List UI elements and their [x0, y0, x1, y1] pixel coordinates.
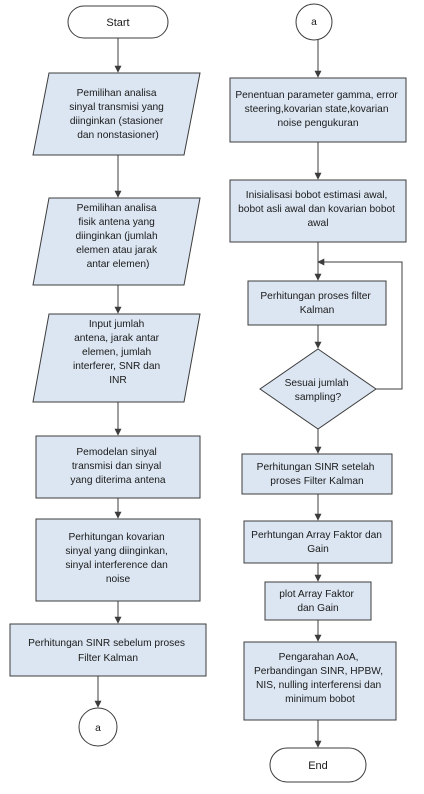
end-label: End	[308, 760, 328, 772]
plot-array-factor-box	[265, 582, 371, 620]
sampling-decision-label: Sesuai jumlah sampling?	[284, 378, 349, 403]
kalman-filter-box	[248, 281, 386, 325]
input-selection-antenna-label: Pemilihan analisa fisik antena yang diinginkan (jumlah elemen atau jarak antar elemen)	[75, 203, 158, 270]
array-factor-calc-box	[244, 521, 392, 563]
start-label: Start	[106, 17, 130, 29]
weight-init-label: Inisialisasi bobot estimasi awal, bobot asli awal dan kovarian bobot awal	[238, 190, 396, 229]
sinr-before-box	[10, 624, 206, 676]
sinr-before-label: Perhitungan SINR sebelum proses Filter Kalman	[28, 638, 186, 664]
kalman-filter-label: Perhitungan proses filter Kalman	[260, 291, 371, 316]
sinr-after-label: Perhitungan SINR setelah proses Filter Kalman	[256, 462, 375, 487]
signal-modeling-label: Pemodelan sinyal transmisi dan sinyal yang diterima antena	[70, 447, 166, 486]
sinr-after-box	[242, 454, 392, 494]
sampling-decision-diamond	[260, 349, 376, 429]
input-parameters-label: Input jumlah antena, jarak antar elemen, jumlah interferer, SNR dan INR	[72, 319, 161, 386]
array-factor-calc-label: Perhtungan Array Faktor dan Gain	[251, 530, 382, 555]
parameter-setup-label: Penentuan parameter gamma, error steering,kovarian state,kovarian noise pengukuran	[235, 90, 398, 129]
connector-a-in-label: a	[311, 17, 317, 28]
plot-array-factor-label: plot Array Faktor dan Gain	[279, 589, 354, 614]
analysis-output-label: Pengarahan AoA, Perbandingan SINR, HPBW, NIS, nulling interferensi dan minimum bobot	[254, 652, 384, 705]
covariance-calc-label: Perhitungan kovarian sinyal yang diinginkan, sinyal interference dan noise	[65, 532, 168, 585]
input-selection-signal-shape	[33, 73, 200, 155]
connector-a-out-label: a	[95, 723, 101, 734]
input-selection-signal-label: Pemilihan analisa sinyal transmisi yang diinginkan (stasioner dan nonstasioner)	[69, 88, 164, 141]
